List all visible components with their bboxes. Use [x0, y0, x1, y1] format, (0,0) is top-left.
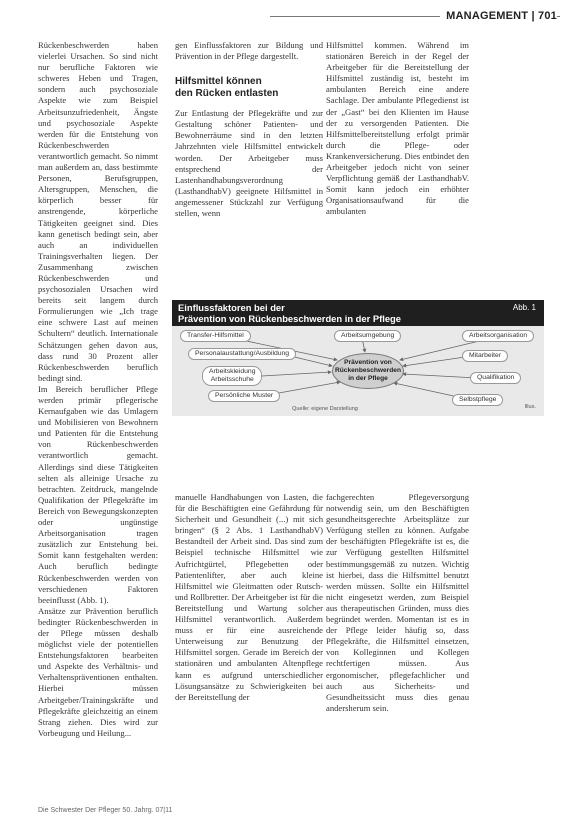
figure-header [172, 300, 544, 326]
page-footer: Die Schwester Der Pfleger 50. Jahrg. 07|11 [38, 807, 173, 814]
figure-number: Abb. 1 [512, 303, 536, 312]
factor-employee: Mitarbeiter [462, 350, 508, 362]
factor-staffing-training: Personalaustattung/Ausbildung [188, 348, 296, 360]
section-label: MANAGEMENT [446, 10, 529, 22]
factor-self-care: Selbstpflege [452, 394, 503, 406]
subheading-line-2: den Rücken entlasten [175, 88, 279, 100]
paragraph: Hilfsmittel kommen. Während im stationären Bereich in der Regel der Arbeitgeber für die Bereitstellung der Hilfsmittel zuständig ist, besteht im ambulanten Bereich eine andere Sachlage. Der ambulante Pflegedienst ist der „Gast“ bei den Klienten im Hause der zu versorgenden Patienten. Die Hilfsmittelbereitstellung erfolgt primär durch die Pflege- oder Krankenversicherung. Dies entbindet den Arbeitgeber jedoch nicht von seiner Verpflichtung gemäß der LasthandhabV. Somit kann jedoch ein erhöhter Organisationsaufwand für die ambulanten [326, 40, 469, 217]
arrow [403, 374, 477, 378]
column-right-bottom [326, 492, 469, 802]
paragraph: Zur Entlastung der Pflegekräfte und zur Gestaltung schöner Patienten- und Bewohnerräume sind in den letzten Jahrzehnten viele Hilfsmittel entwickelt worden. Der Arbeitgeber muss entsprechend der Lastenhandhabungsverordnung (LasthandhabV) geeignete Hilfsmittel in angemessener Stückzahl zur Verfügung stellen, wenn [175, 108, 323, 219]
factor-work-organisation: Arbeitsorganisation [462, 330, 534, 342]
subheading [175, 76, 323, 100]
paragraph: Ansätze zur Prävention beruflich bedingter Rückenbeschwerden in der Pflege müssen deshalb möglichst viele der potentiellen Entstehungsfaktoren bearbeiten und Aspekte des Verhältnis- und Verhaltenspräventionen enthalten. Hierbei müssen Arbeitgeber/Trainingskräfte und Pflegekräfte gleichzeitig an einem Strang ziehen. Dies wird zur Vorbeugung und Heilung... [38, 605, 158, 738]
figure-diagram [172, 326, 544, 416]
factor-workwear: Arbeitskleidung Arbeitsschuhe [202, 366, 262, 386]
column-middle-top [175, 40, 323, 260]
factor-qualification: Qualifikation [470, 372, 521, 384]
factor-personal-patterns: Persönliche Muster [208, 390, 280, 402]
center-line-1: Prävention von [344, 359, 392, 367]
paragraph: Im Bereich beruflicher Pflege werden primär pflegerische Kernaufgaben wie das Umlagern und Mobilisieren von Bewohnern und Patienten für die Entstehung von Rückenbeschwerden verantwortlich gemacht. Allerdings sind diese Tätigkeiten selten als alleinige Ursache zu betrachten. Zeitdruck, mangelnde Qualifikation der Pflegekräfte im Bereich von Bewegungskonzepten oder ungünstige Arbeitsorganisation tragen zusätzlich zur Entstehung bei. Somit kann festgehalten werden: Auch beruflich bedingte Rückenbeschwerden werden von verschiedenen Faktoren beeinflusst (Abb. 1). [38, 383, 158, 605]
figure-title-line-2: Prävention von Rückenbeschwerden in der Pflege [178, 313, 401, 324]
factor-work-environment: Arbeitsumgebung [334, 330, 401, 342]
center-line-2: Rückenbeschwerden [335, 367, 401, 375]
figure-title-line-1: Einflussfaktoren bei der [178, 302, 285, 313]
paragraph: manuelle Handhabungen von Lasten, die für die Beschäftigten eine Gefährdung für Sicherheit und Gesundheit (...) mit sich bringen“ (§ 2 Abs. 1 LasthandhabV) Bestandteil der Arbeit sind. Das sind zum Beispiel technische Hilfsmittel wie Aufrichtgürtel, Pflegebetten oder Patientenlifter, aber auch kleine Hilfsmittel wie Gleitmatten oder Rutsch- und Rollbretter. Der Arbeitgeber ist für die Bereitstellung und Wartung solcher Hilfsmittel verantwortlich. Außerdem muss er für eine ausreichende Unterweisung zur Benutzung der Hilfsmittel sorgen. Gerade im Bereich der stationären und ambulanten Altenpflege kann es aufgrund unterschiedlicher Lösungsansätze zu Schwierigkeiten bei der Bereitstellung der [175, 492, 323, 702]
center-line-3: in der Pflege [348, 374, 388, 382]
arrow [262, 372, 331, 376]
column-middle-bottom [175, 492, 323, 802]
running-header [440, 10, 557, 22]
column-left [38, 40, 158, 800]
figure-source: Quelle: eigene Darstellung [292, 406, 358, 412]
paragraph: gen Einflussfaktoren zur Bildung und Prävention in der Pflege dargestellt. [175, 40, 323, 62]
factor-transfer-aids: Transfer-Hilfsmittel [180, 330, 251, 342]
figure-influencing-factors [172, 300, 544, 416]
subheading-line-1: Hilfsmittel können [175, 76, 262, 88]
page-number: 701 [538, 10, 557, 22]
figure-credit: Illus. [524, 404, 536, 410]
column-right-top [326, 40, 469, 260]
paragraph: fachgerechten Pflegeversorgung notwendig sein, um den Beschäftigten gesundheitsgerechte Arbeitsplätze zur Verfügung stellen zu können. Aufgabe der beschäftigten Pflegekräfte ist es, die zur Verfügung gestellten Hilfsmittel bestimmungsgemäß zu nutzen. Wichtig ist hierbei, dass die Hilfsmittel benutzt werden müssen. Sollte ein Hilfsmittel nicht eingesetzt werden, zum Beispiel aus therapeutischen Gründen, muss dies begründet werden. Momentan ist es in der Pflege leider häufig so, dass Pflegekräfte, die Hilfsmittel einsetzen, von Kolleginnen und Kollegen rechtfertigen müssen. Aus ergonomischer, pflegefachlicher und auch aus Sicherheits- und Gesundheitssicht muss dies genau andersherum sein. [326, 492, 469, 713]
header-separator: | [531, 10, 539, 22]
center-prevention-node [332, 353, 404, 389]
paragraph: Rückenbeschwerden haben vielerlei Ursachen. So sind nicht nur berufliche Faktoren wie schweres Heben und Tragen, sondern auch psychosoziale Aspekte wie zum Beispiel Arbeitsunzufriedenheit, Ängste und psychosoziale Aspekte werden für die Entstehung von Rückenbeschwerden verantwortlich gemacht. So nimmt man außerdem an, dass bestimmte Personen, Berufsgruppen, Altersgruppen, Menschen, die körperlich besser für anstrengende, körperliche Tätigkeiten geeignet sind. Dies kann genetisch bedingt sein, aber auch an individuellen Trainingsverhalten liegen. Der Zusammenhang zwischen Rückenbeschwerden und psychosozialen Ursachen wird bereits seit langem durch Formulierungen wie „Ich trage eine schwere Last auf meinen Schultern“ deutlich. Internationale Schätzungen gehen davon aus, dass rund 30 Prozent aller Rückenbeschwerden beruflich bedingt sind. [38, 40, 158, 383]
